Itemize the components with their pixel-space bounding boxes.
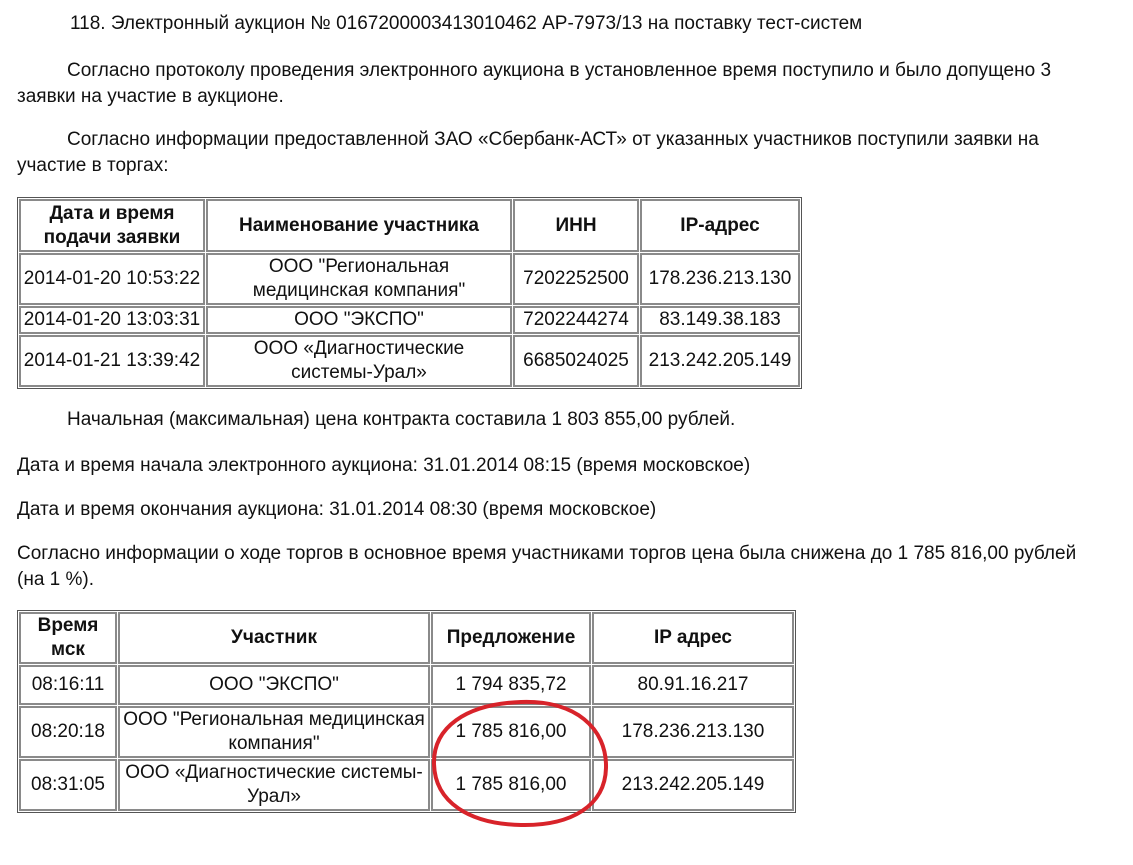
header-participant: Участник: [118, 612, 430, 664]
cell-ip: 213.242.205.149: [640, 335, 800, 387]
paragraph-2-line-2: участие в торгах:: [17, 155, 169, 176]
cell-participant-name: ООО "ЭКСПО": [206, 306, 512, 334]
paragraph-2-line-1: Согласно информации предоставленной ЗАО «Сбербанк-АСТ» от указанных участников поступили заявки на: [67, 129, 1039, 150]
cell-participant: ООО "Региональная медицинская компания": [118, 706, 430, 758]
cell-offer: 1 794 835,72: [431, 665, 591, 705]
applications-table: [17, 197, 802, 389]
header-inn: ИНН: [513, 199, 639, 252]
cell-participant-name: ООО «Диагностические системы-Урал»: [206, 335, 512, 387]
start-price-text: Начальная (максимальная) цена контракта составила 1 803 855,00 рублей.: [67, 409, 736, 430]
header-ip: IP адрес: [592, 612, 794, 664]
document-heading: 118. Электронный аукцион № 0167200003413010462 АР-7973/13 на поставку тест-систем: [70, 13, 863, 34]
auction-end-text: Дата и время окончания аукциона: 31.01.2014 08:30 (время московское): [17, 499, 657, 520]
cell-ip: 213.242.205.149: [592, 759, 794, 811]
cell-participant-name: ООО "Региональная медицинская компания": [206, 253, 512, 305]
cell-ip: 178.236.213.130: [592, 706, 794, 758]
bids-table: [17, 610, 796, 813]
cell-datetime: 2014-01-21 13:39:42: [19, 335, 205, 387]
header-participant-name: Наименование участника: [206, 199, 512, 252]
paragraph-1-line-2: заявки на участие в аукционе.: [17, 86, 284, 107]
cell-inn: 7202244274: [513, 306, 639, 334]
paragraph-3-line-2: (на 1 %).: [17, 569, 95, 590]
table-header-row: [19, 199, 800, 252]
cell-datetime: 2014-01-20 10:53:22: [19, 253, 205, 305]
cell-ip: 178.236.213.130: [640, 253, 800, 305]
paragraph-3-line-1: Согласно информации о ходе торгов в основное время участниками торгов цена была снижена до 1 785 816,00 рублей: [17, 543, 1077, 564]
header-datetime: Дата и время подачи заявки: [19, 199, 205, 252]
cell-ip: 80.91.16.217: [592, 665, 794, 705]
table-row: [19, 706, 794, 758]
table-row: [19, 335, 800, 387]
cell-time: 08:16:11: [19, 665, 117, 705]
table-row: [19, 665, 794, 705]
cell-participant: ООО "ЭКСПО": [118, 665, 430, 705]
header-ip: IP-адрес: [640, 199, 800, 252]
cell-ip: 83.149.38.183: [640, 306, 800, 334]
cell-offer: 1 785 816,00: [431, 759, 591, 811]
cell-time: 08:31:05: [19, 759, 117, 811]
auction-start-text: Дата и время начала электронного аукциона: 31.01.2014 08:15 (время московское): [17, 455, 751, 476]
header-time: Время мск: [19, 612, 117, 664]
red-circle-annotation: [425, 698, 615, 830]
cell-time: 08:20:18: [19, 706, 117, 758]
circle-stroke: [434, 702, 606, 825]
cell-offer: 1 785 816,00: [431, 706, 591, 758]
table-header-row: [19, 612, 794, 664]
cell-datetime: 2014-01-20 13:03:31: [19, 306, 205, 334]
cell-participant: ООО «Диагностические системы- Урал»: [118, 759, 430, 811]
cell-inn: 7202252500: [513, 253, 639, 305]
table-row: [19, 253, 800, 305]
paragraph-1-line-1: Согласно протоколу проведения электронного аукциона в установленное время поступило и было допущено 3: [67, 60, 1052, 81]
cell-inn: 6685024025: [513, 335, 639, 387]
header-offer: Предложение: [431, 612, 591, 664]
table-row: [19, 306, 800, 334]
table-row: [19, 759, 794, 811]
